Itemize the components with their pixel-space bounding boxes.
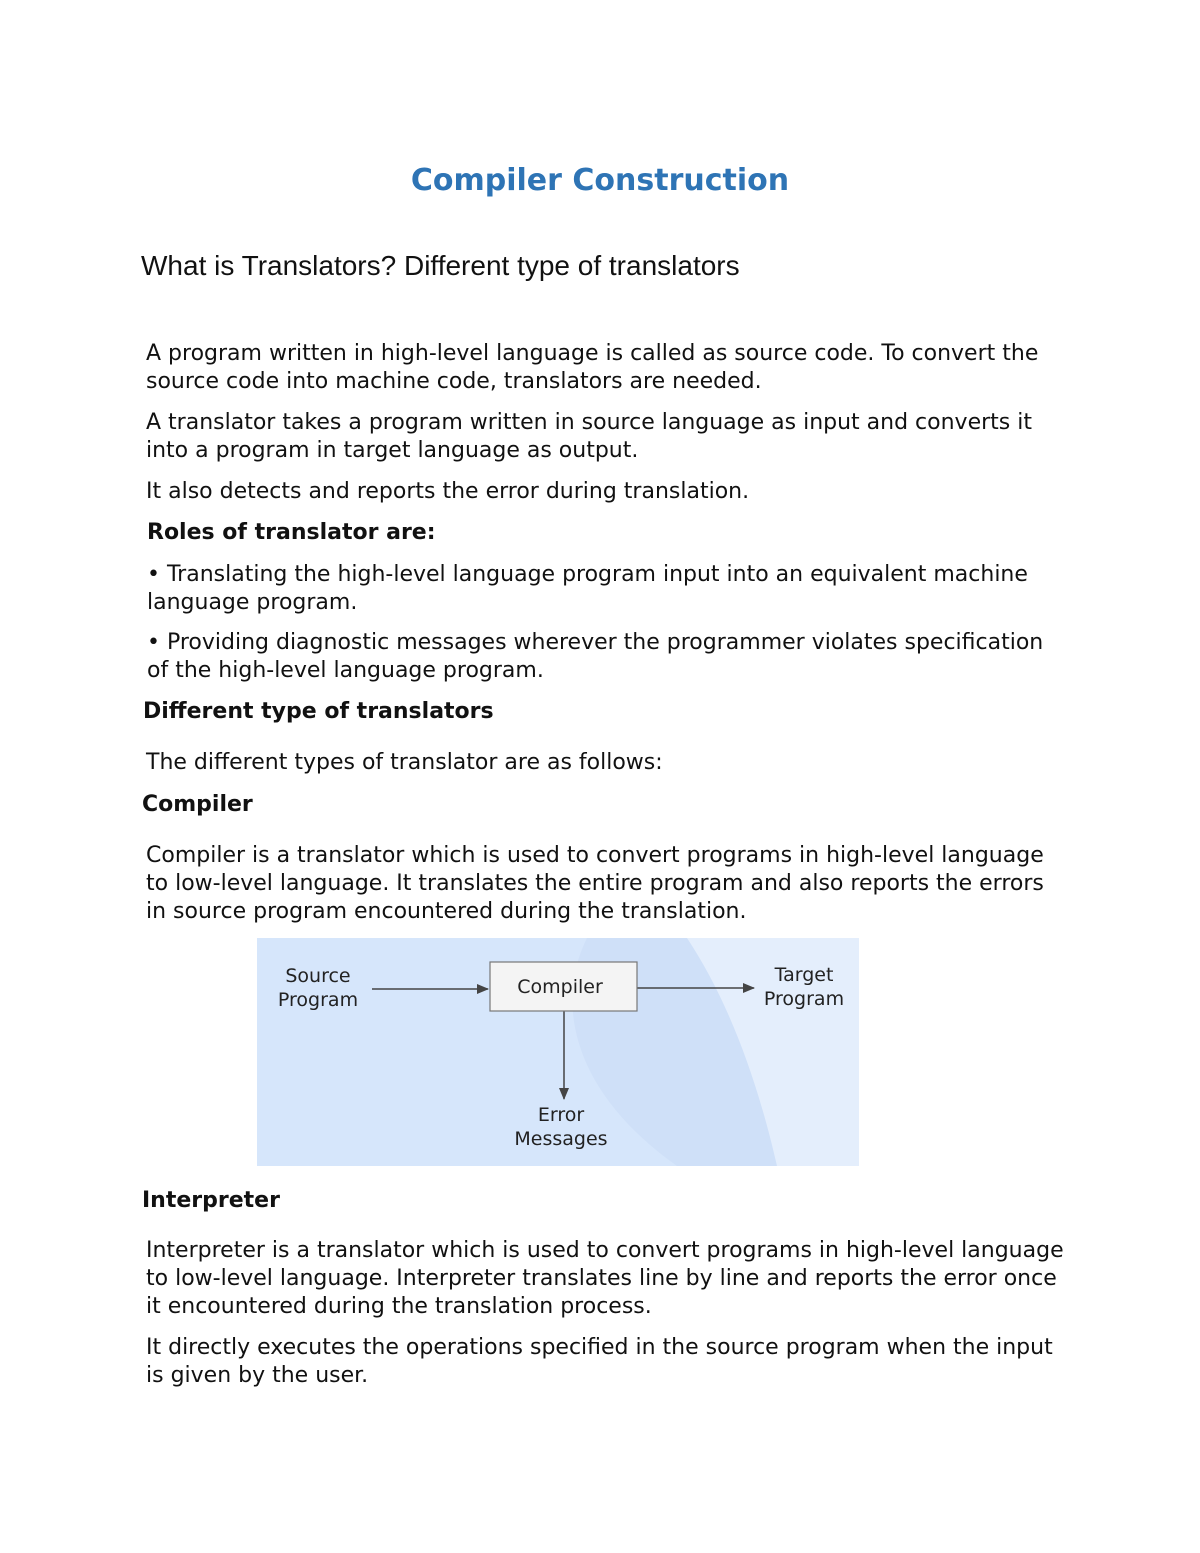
roles-item-1: • Translating the high-level language program input into an equivalent machine language program.: [147, 562, 1028, 615]
page-title: Compiler Construction: [410, 163, 790, 198]
interpreter-paragraph-1: Interpreter is a translator which is used to convert programs in high-level language to low-level language. Interpreter translates line by line and reports the error once it encountered during the translation process.: [146, 1238, 1064, 1319]
roles-item-2: • Providing diagnostic messages wherever the programmer violates specification of the high-level language program.: [147, 630, 1044, 683]
section-subtitle: What is Translators? Different type of translators: [141, 250, 740, 281]
source-label-line1: Source: [285, 965, 351, 987]
error-label-line2: Messages: [514, 1128, 608, 1150]
compiler-diagram-svg: [257, 938, 859, 1166]
interpreter-paragraph-2: It directly executes the operations specified in the source program when the input is given by the user.: [146, 1335, 1053, 1388]
intro-paragraph-3: It also detects and reports the error during translation.: [146, 479, 750, 504]
target-label-line1: Target: [774, 964, 834, 986]
compiler-diagram: [257, 938, 859, 1166]
types-heading: Different type of translators: [143, 699, 494, 724]
compiler-box-label: Compiler: [517, 976, 603, 998]
compiler-paragraph: Compiler is a translator which is used to convert programs in high-level language to low-level language. It translates the entire program and also reports the errors in source program encountered during the translation.: [146, 843, 1044, 924]
interpreter-heading: Interpreter: [142, 1188, 280, 1213]
types-intro: The different types of translator are as follows:: [146, 750, 663, 775]
intro-paragraph-2: A translator takes a program written in source language as input and converts it into a program in target language as output.: [146, 410, 1032, 463]
roles-heading: Roles of translator are:: [147, 520, 436, 545]
intro-paragraph-1: A program written in high-level language is called as source code. To convert the source code into machine code, translators are needed.: [146, 341, 1039, 394]
source-label-line2: Program: [277, 989, 359, 1011]
compiler-heading: Compiler: [142, 792, 253, 817]
target-label-line2: Program: [763, 988, 845, 1010]
error-label-line1: Error: [537, 1104, 585, 1126]
